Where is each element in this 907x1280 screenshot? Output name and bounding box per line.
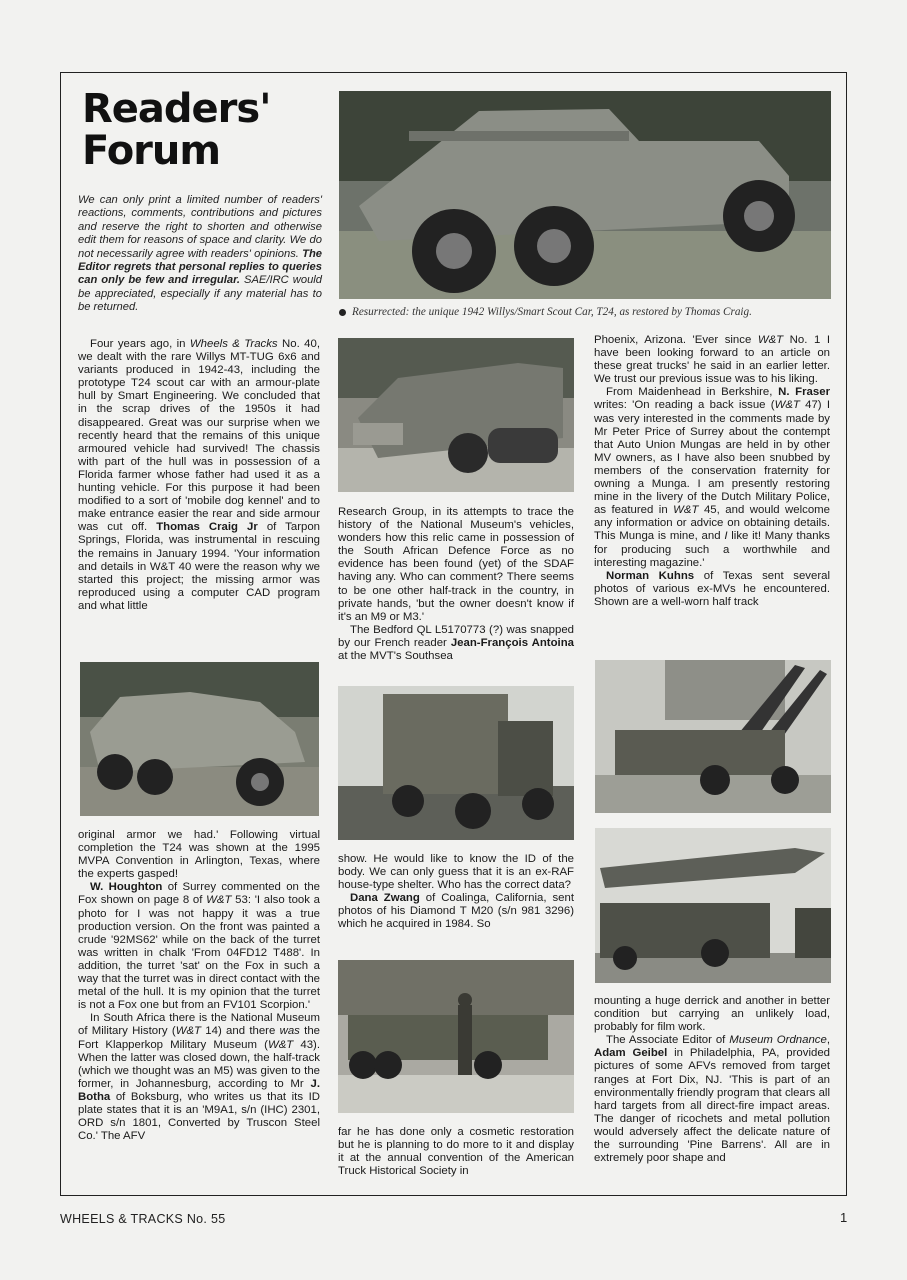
page-title: Readers' Forum [82,86,271,174]
photo-half-track-derrick [595,660,831,813]
bullet-icon [339,309,346,316]
photo-half-track-museum [338,338,574,492]
page-number: 1 [840,1210,848,1225]
photo-half-track-missile [595,828,831,983]
photo-caption: Resurrected: the unique 1942 Willys/Smart Scout Car, T24, as restored by Thomas Craig. [339,306,752,318]
column-1-bottom: original armor we had.' Following virtual completion the T24 was shown at the 1995 MVPA Convention in Arlington, Texas, where the experts gasped! W. Houghton of Surrey commented on the Fox shown on page 8 of W&T 53: 'I also took a photo for I was not happy it was a true production version. On the front was painted a crude '92MS62' while on the back of the turret was written in chalk 'From 04FD12 T488'. In addition, the turret 'sat' on the Fox in such a way that the turret was in direct contact with the metal of the hull. It is my opinion that the turret is not a Fox one but from an FV101 Scorpion.' In South Africa there is the National Museum of Military History (W&T 14) and there was the Fort Klapperkop Military Museum (W&T 43). When the latter was closed down, the half-track (which we thought was an M5) was given to the former, in Johannesburg, according to Mr J. Botha of Boksburg, who writes us that its ID plate states that it is an 'M9A1, s/n (IHC) 2301, ORD s/n 1801, Converted by Truscon Steel Co.' The AFV [78,829,321,1143]
column-3-a: Phoenix, Arizona. 'Ever since W&T No. 1 I have been looking forward to an article on these great trucks' he said in an earlier letter. We trust our previous issue was to his liking. From Maidenhead in Berkshire, N. Fraser writes: 'On reading a back issue (W&T 47) I was very interested in the comments made by Mr Peter Price of Surrey about the contempt that Auto Union Mungas are held in by other MV owners, as I have also been snubbed by members of the conservation fraternity for owning a Munga. I am presently restoring mine in the livery of the Dutch Military Police, as featured in W&T 45, and would welcome any information or advice on obtaining details. This Munga is mine, and I like it! Many thanks for producing such a worthwhile and interesting magazine.' Norman Kuhns of Texas sent several photos of various ex-MVs he encountered. Shown are a well-worn half track [594,334,831,608]
photo-t24-scout-car [339,91,831,299]
column-1-top: Four years ago, in Wheels & Tracks No. 40, we dealt with the rare Willys MT-TUG 6x6 and variants produced in 1942-43, including the prototype T24 scout car with an armour-plate hull by Smart Engineering. We concluded that in the scrap drives of the 1950s it had disappeared. Great was our surprise when we recently heard that the remains of this unique armoured vehicle had survived! The chassis with part of the hull was in possession of a Florida farmer whose father had used it as a hunting vehicle. For this purpose it had been modified to a sort of 'mobile dog kennel' and to make entrance easier the rear and side armour was cut off. Thomas Craig Jr of Tarpon Springs, Florida, was instrumental in rescuing the remains in January 1994. 'Your information and details in W&T 40 were the reason why we started this project; the missing armor was reproduced using a computer CAD program and what little [78,338,321,612]
column-2-c: far he has done only a cosmetic restoration but he is planning to do more to it and display it at the annual convention of the American Truck Historical Society in [338,1126,574,1178]
column-3-b: mounting a huge derrick and another in better condition but carrying an unlikely load, probably for film work. The Associate Editor of Museum Ordnance, Adam Geibel in Philadelphia, PA, provided pictures of some AFVs removed from target ranges at Fort Dix, NJ. 'This is part of an environmentally friendly program that clears all hard targets from all direct-fire impact areas. The danger of ricochets and metal pollution would adversely affect the delicate nature of the surrounding 'Pine Barrens'. All are in extremely poor shape and [594,995,831,1165]
photo-bedford-ql [338,686,574,840]
column-2-a: Research Group, in its attempts to trace the history of the National Museum's vehicles, wonders how this relic came in possession of the South African Defence Force as no evidence has been found (yet) of the SDAF having any. Who can comment? There seems to be one other half-track in the country, in private hands, 'but the owner doesn't know if it's an M9 or M3.' The Bedford QL L5170773 (?) was snapped by our French reader Jean-François Antoina at the MVT's Southsea [338,506,574,663]
footer-magazine-issue: WHEELS & TRACKS No. 55 [60,1212,226,1226]
photo-t24-side [80,662,319,816]
photo-diamond-t-m20 [338,960,574,1113]
column-2-b: show. He would like to know the ID of the body. We can only guess that it is an ex-RAF house-type shelter. Who has the correct data? Dana Zwang of Coalinga, California, sent photos of his Diamond T M20 (s/n 981 3296) which he acquired in 1984. So [338,853,574,931]
intro-text: We can only print a limited number of readers' reactions, comments, contributions and pictures and reserve the right to shorten and otherwise edit them for reasons of space and clarity. We do not necessarily agree with readers' opinions. The Editor regrets that personal replies to queries can only be few and irregular. SAE/IRC would be appreciated, especially if any material has to be returned. [78,194,323,314]
